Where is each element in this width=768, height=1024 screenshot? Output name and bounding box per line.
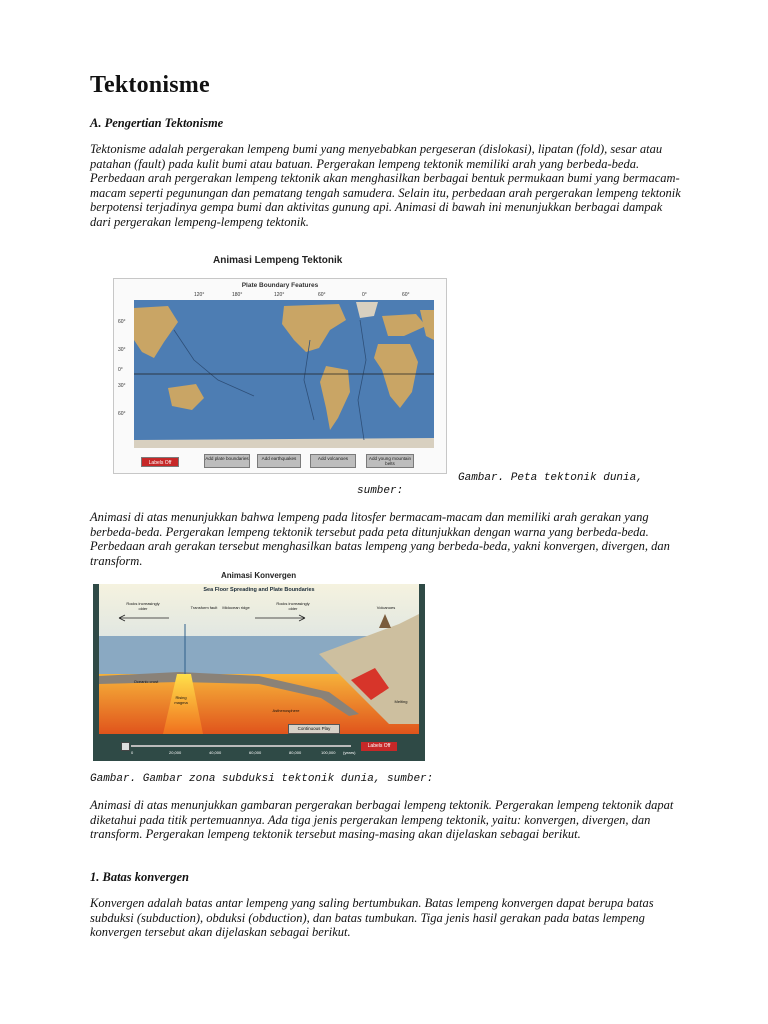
caption-1-line-2: sumber:	[357, 485, 404, 497]
paragraph-4: Konvergen adalah batas antar lempeng yang saling bertumbukan. Batas lempeng konvergen dapat berupa batas subduksi (subduction), obduksi (obduction), dan batas tumbukan. Tiga jenis hasil gerakan pada batas lempeng konvergen tersebut akan dijelaskan sebagai berikut.	[90, 896, 654, 940]
timeline-tick: 80,000	[289, 750, 302, 755]
lat-tick: 30°	[118, 347, 126, 353]
lat-tick: 60°	[118, 319, 126, 325]
label-asthenosphere: Asthenosphere	[272, 708, 300, 713]
timeline-tick: 60,000	[249, 750, 262, 755]
lon-tick: 180°	[232, 292, 243, 298]
lon-tick: 60°	[318, 292, 326, 298]
map-subtitle: Plate Boundary Features	[241, 282, 319, 289]
figure-2-title: Animasi Konvergen	[221, 571, 297, 580]
figure-tectonic-map	[113, 252, 451, 477]
add-mountain-belts-button[interactable]: Add young mountain belts	[366, 454, 414, 468]
world-map[interactable]	[134, 300, 434, 448]
lat-tick: 0°	[118, 367, 123, 373]
map-frame	[113, 278, 447, 474]
timeline-tick: 20,000	[169, 750, 182, 755]
timeline-slider[interactable]	[121, 740, 371, 760]
label-melting: Melting	[394, 699, 408, 704]
label-rising-magma: Rising magma	[174, 695, 188, 705]
paragraph-1: Tektonisme adalah pergerakan lempeng bumi yang menyebabkan pergeseran (dislokasi), lipatan (fold), sesar atau patahan (fault) pada kulit bumi atau batuan. Pergerakan lempeng tektonik memiliki arah yang berbeda-beda. Perbedaan arah pergerakan lempeng tektonik akan menghasilkan berbagai bentuk permukaan bumi yang bermacam-macam seperti pegunungan dan pematang tengah samudera. Selain itu, perbedaan arah pergerakan lempeng tektonik berpotensi terjadinya gempa bumi dan aktivitas gunung api. Animasi di bawah ini menunjukkan berbagai dampak dari pergerakan lempeng-lempeng tektonik.	[90, 142, 681, 229]
continuous-play-button[interactable]: Continuous Play	[288, 724, 340, 734]
timeline-tick: 40,000	[209, 750, 222, 755]
lat-tick: 30°	[118, 383, 126, 389]
labels-off-button[interactable]: Labels Off	[141, 457, 179, 467]
timeline-tick: 0	[131, 750, 134, 755]
timeline-track[interactable]	[131, 745, 351, 747]
paragraph-3: Animasi di atas menunjukkan gambaran pergerakan berbagai lempeng tektonik. Pergerakan lempeng tektonik dapat diketahui pada titik pertemuannya. Ada tiga jenis pergerakan lempeng tektonik, yaitu: konvergen, divergen, dan transform. Pergerakan lempeng tektonik tersebut masing-masing akan dijelaskan sebagai berikut.	[90, 798, 674, 842]
caption-2: Gambar. Gambar zona subduksi tektonik dunia, sumber:	[90, 773, 434, 785]
labels-off-button[interactable]: Labels Off	[361, 742, 397, 751]
lat-tick: 60°	[118, 411, 126, 417]
label-rocks-right: Rocks increasingly older	[276, 601, 310, 611]
page-title: Tektonisme	[90, 72, 210, 98]
figure-2-subtitle: Sea Floor Spreading and Plate Boundaries	[203, 587, 315, 593]
lon-tick: 0°	[362, 292, 367, 298]
subduction-frame	[93, 584, 425, 761]
lon-tick: 120°	[194, 292, 205, 298]
label-midocean-ridge: Midocean ridge	[222, 605, 250, 610]
add-volcanoes-button[interactable]: Add volcanoes	[310, 454, 356, 468]
label-transform-fault: Transform fault	[190, 605, 218, 610]
lon-tick: 120°	[274, 292, 285, 298]
label-rocks-left: Rocks increasingly older	[126, 601, 160, 611]
figure-1-title: Animasi Lempeng Tektonik	[213, 255, 343, 266]
caption-1-line-1: Gambar. Peta tektonik dunia,	[458, 472, 643, 484]
section-1-heading: 1. Batas konvergen	[90, 870, 189, 884]
label-oceanic-crust: Oceanic crust	[133, 679, 159, 684]
label-volcanoes: Volcanoes	[376, 605, 396, 610]
timeline-tick: 100,000	[321, 750, 336, 755]
lon-tick: 60°	[402, 292, 410, 298]
figure-subduction	[93, 569, 425, 761]
timeline-unit: (years)	[343, 750, 356, 755]
add-plate-boundaries-button[interactable]: Add plate boundaries	[204, 454, 250, 468]
play-icon[interactable]	[121, 742, 130, 751]
section-a-heading: A. Pengertian Tektonisme	[90, 116, 224, 130]
paragraph-2: Animasi di atas menunjukkan bahwa lempeng pada litosfer bermacam-macam dan memiliki arah gerakan yang berbeda-beda. Pergerakan lempeng tektonik tersebut pada peta ditunjukkan dengan warna yang berbeda-beda. Perbedaan arah gerakan tersebut menghasilkan batas lempeng yang berbeda-beda, yakni konvergen, divergen, dan transform.	[90, 510, 670, 568]
add-earthquakes-button[interactable]: Add earthquakes	[257, 454, 301, 468]
